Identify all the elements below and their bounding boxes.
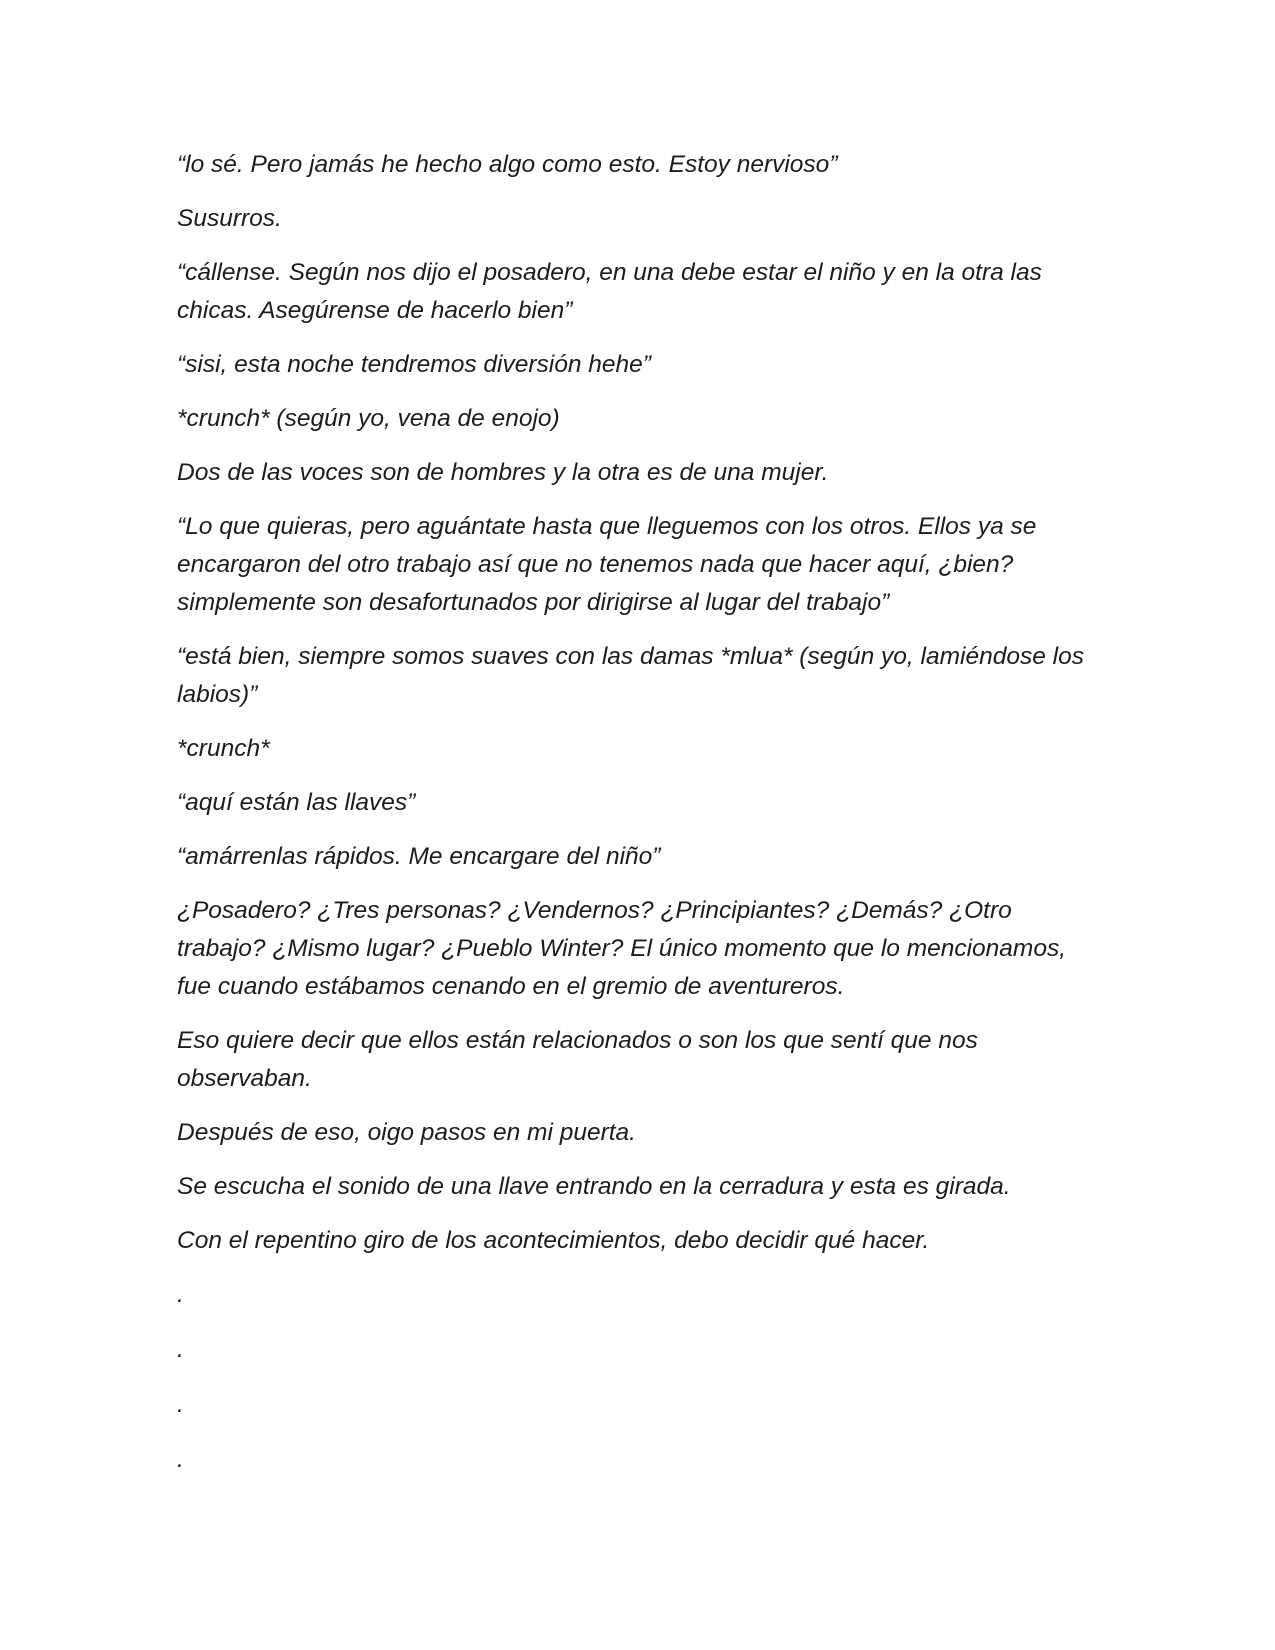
paragraph: “cállense. Según nos dijo el posadero, en una debe estar el niño y en la otra las chicas. Asegúrense de hacerlo bien” — [177, 259, 1042, 324]
paragraph: Susurros. — [177, 205, 282, 232]
paragraph: ¿Posadero? ¿Tres personas? ¿Vendernos? ¿Principiantes? ¿Demás? ¿Otro trabajo? ¿Mismo lugar? ¿Pueblo Winter? El único momento que lo mencionamos, fue cuando estábamos cenando en el gremio de aventureros. — [177, 897, 1067, 1000]
text-body — [177, 146, 1097, 1496]
paragraph: “Lo que quieras, pero aguántate hasta que lleguemos con los otros. Ellos ya se encargaron del otro trabajo así que no tenemos nada que hacer aquí, ¿bien? simplemente son desafortunados por dirigirse al lugar del trabajo” — [177, 513, 1037, 616]
paragraph: Eso quiere decir que ellos están relacionados o son los que sentí que nos observaban. — [177, 1027, 978, 1092]
paragraph: “amárrenlas rápidos. Me encargare del niño” — [177, 843, 661, 870]
paragraph: “sisi, esta noche tendremos diversión hehe” — [177, 351, 651, 378]
paragraph: “aquí están las llaves” — [177, 789, 416, 816]
paragraph: *crunch* (según yo, vena de enojo) — [177, 405, 560, 432]
paragraph: Con el repentino giro de los acontecimientos, debo decidir qué hacer. — [177, 1227, 930, 1254]
scene-break-dot: . — [177, 1446, 184, 1473]
paragraph: *crunch* — [177, 735, 270, 762]
paragraph: Dos de las voces son de hombres y la otra es de una mujer. — [177, 459, 829, 486]
paragraph: Después de eso, oigo pasos en mi puerta. — [177, 1119, 636, 1146]
scene-break-dot: . — [177, 1281, 184, 1308]
scene-break-dot: . — [177, 1336, 184, 1363]
paragraph: “está bien, siempre somos suaves con las damas *mlua* (según yo, lamiéndose los labios)” — [177, 643, 1084, 708]
paragraph: Se escucha el sonido de una llave entrando en la cerradura y esta es girada. — [177, 1173, 1011, 1200]
scene-break-dot: . — [177, 1391, 184, 1418]
paragraph: “lo sé. Pero jamás he hecho algo como esto. Estoy nervioso” — [177, 151, 838, 178]
